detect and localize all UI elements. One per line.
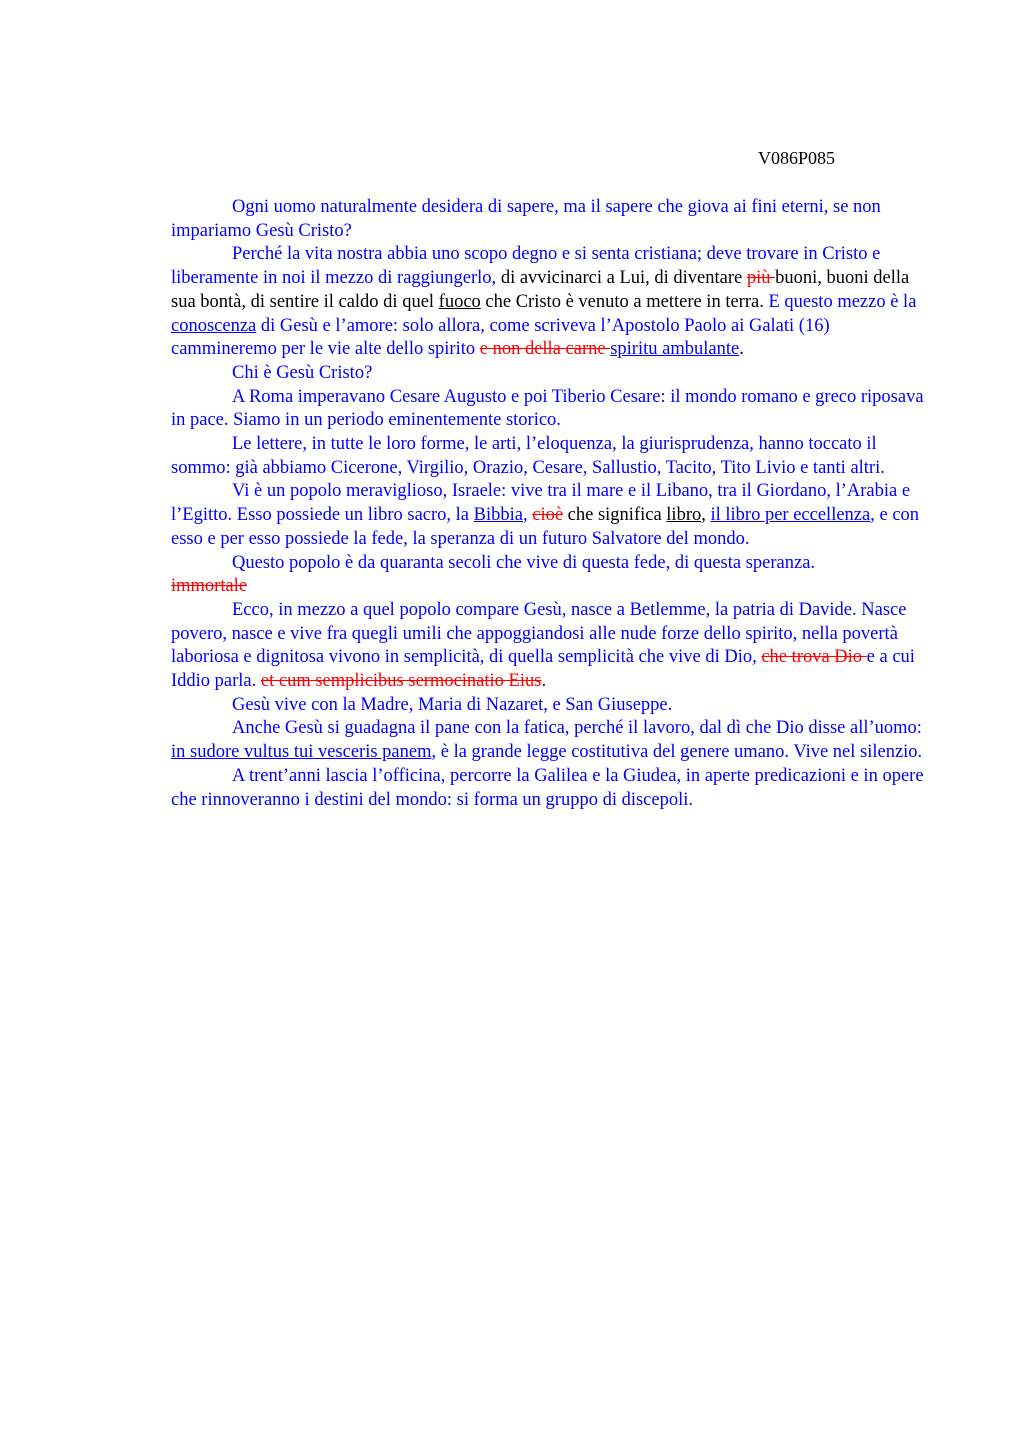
original-text-span: di avvicinarci a Lui, di diventare (496, 268, 747, 289)
text-span: Gesù vive con la Madre, Maria di Nazaret, e San Giuseppe. (232, 694, 673, 715)
document-body (171, 196, 931, 812)
deleted-text-span: cioè (532, 505, 564, 526)
underlined-text-span: in sudore vultus tui vesceris panem (171, 742, 432, 763)
text-span: e a cui Iddio parla. (171, 647, 915, 692)
text-span: Le lettere, in tutte le loro forme, le arti, l’eloquenza, la giurisprudenza, hanno toccato il sommo: già abbiamo Cicerone, Virgilio, Orazio, Cesare, Sallustio, Tacito, Tito Livio e tanti altri. (171, 434, 885, 478)
text-span: , (522, 505, 533, 526)
original-text-span: , (701, 505, 711, 526)
underlined-text-span: Bibbia (473, 505, 523, 526)
paragraph-10 (171, 694, 931, 718)
original-text-span: che Cristo è venuto a mettere in terra. (480, 291, 764, 312)
paragraph-8 (171, 575, 931, 599)
deleted-text-span: e non della carne (479, 339, 611, 360)
text-span: Ecco, in mezzo a quel popolo compare Gesù, nasce a Betlemme, la patria di Davide. Nasce povero, nasce e vive fra quegli umili che appoggiandosi alle nude forze dello spirito, nella povertà laboriosa e dignitosa vivono in semplicità, di quella semplicità che vive di Dio, (171, 599, 907, 668)
paragraph-11 (171, 717, 931, 764)
text-span: Vi è un popolo meraviglioso, Israele: vive tra il mare e il Libano, tra il Giordano, l’Arabia e l’Egitto. Esso possiede un libro sacro, la (171, 481, 911, 526)
text-span: , e con esso e per esso possiede la fede, la speranza di un futuro Salvatore del mondo. (171, 505, 920, 549)
paragraph-9 (171, 599, 931, 694)
text-span: , è la grande legge costitutiva del genere umano. Vive nel silenzio. (431, 742, 923, 763)
original-text-span: buoni, buoni della sua bontà, di sentire il caldo di quel (171, 268, 910, 312)
deleted-text-span: et cum semplicibus sermocinatio Eius (260, 671, 542, 692)
underlined-text-span: il libro per eccellenza (710, 505, 871, 526)
page-code: V086P085 (758, 148, 836, 168)
paragraph-1 (171, 196, 931, 243)
text-span: Chi è Gesù Cristo? (232, 362, 373, 383)
text-span: A trent’anni lascia l’officina, percorre la Galilea e la Giudea, in aperte predicazioni e in opere che rinnoveranno i destini del mondo: si forma un gruppo di discepoli. (171, 765, 924, 810)
text-span: Anche Gesù si guadagna il pane con la fatica, perché il lavoro, dal dì che Dio disse all’uomo: (232, 718, 922, 739)
underlined-text-span: conoscenza (171, 315, 257, 336)
text-span: Ogni uomo naturalmente desidera di sapere, ma il sapere che giova ai fini eterni, se non impariamo Gesù Cristo? (171, 197, 881, 241)
deleted-text-span: immortale (171, 576, 248, 597)
original-text-span: . (739, 339, 744, 360)
text-span: E questo mezzo è la (763, 291, 917, 312)
paragraph-5 (171, 433, 931, 480)
underlined-text-span: spiritu ambulante (610, 339, 740, 360)
underlined-text-span: libro (666, 505, 702, 526)
paragraph-2 (171, 243, 931, 362)
paragraph-4 (171, 386, 931, 433)
original-text-span: . (541, 671, 547, 692)
text-span: A Roma imperavano Cesare Augusto e poi Tiberio Cesare: il mondo romano e greco riposava in pace. Siamo in un periodo eminentemente storico. (171, 386, 924, 431)
paragraph-12 (171, 765, 931, 812)
paragraph-7 (171, 552, 931, 576)
text-span: Perché la vita nostra abbia uno scopo degno e si senta cristiana; deve trovare in Cristo e liberamente in noi il mezzo di raggiungerlo, (171, 244, 881, 289)
text-span: Questo popolo è da quaranta secoli che vive di questa fede, di questa speranza. (232, 552, 816, 573)
original-text-span: che significa (563, 505, 667, 526)
text-span: di Gesù e l’amore: solo allora, come scriveva l’Apostolo Paolo ai Galati (16) cammineremo per le vie alte dello spirito (171, 315, 830, 360)
deleted-text-span: più (746, 268, 776, 289)
underlined-text-span: fuoco (438, 291, 481, 312)
paragraph-6 (171, 480, 931, 551)
deleted-text-span: che trova Dio (761, 647, 867, 668)
paragraph-3 (171, 362, 931, 386)
